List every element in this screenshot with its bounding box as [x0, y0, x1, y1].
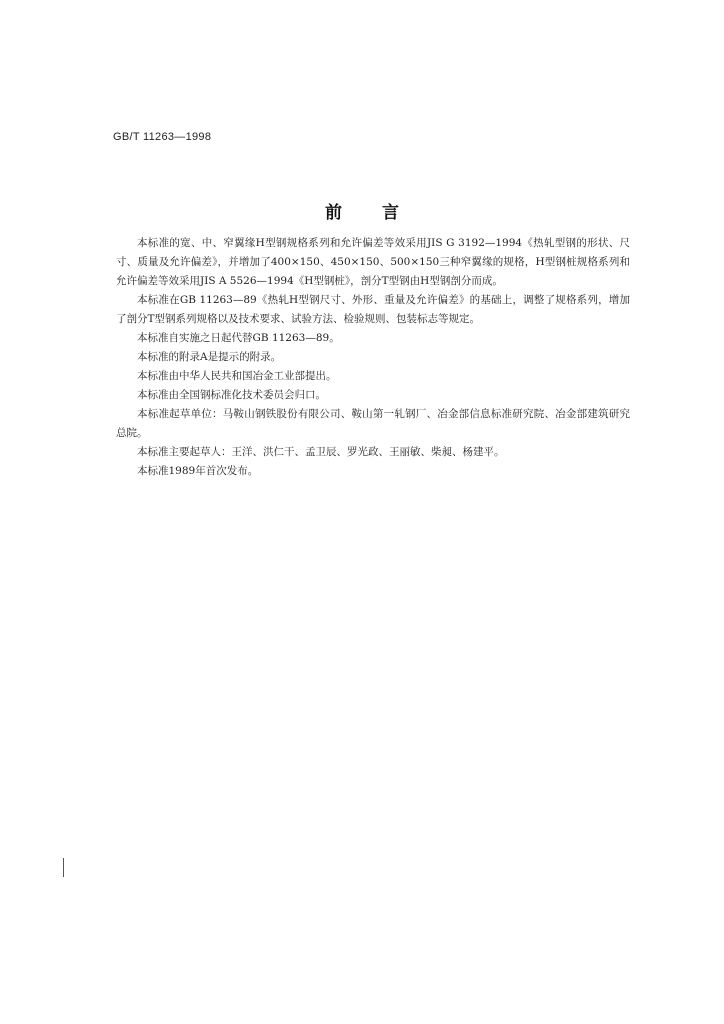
page-title: 前言	[325, 203, 439, 223]
paragraph-managed-by: 本标准由全国钢标准化技术委员会归口。	[137, 389, 326, 401]
foreword-body	[116, 234, 630, 481]
paragraph-appendix: 本标准的附录A是提示的附录。	[137, 351, 282, 363]
paragraph-proposed-by: 本标准由中华人民共和国冶金工业部提出。	[137, 370, 337, 382]
paragraph-equivalence: 本标准的宽、中、窄翼缘H型钢规格系列和允许偏差等效采用JIS G 3192—1994《热轧型钢的形状、尺寸、质量及允许偏差》，并增加了400×150、450×150、500×150三种窄翼缘的规格，H型钢桩规格系列和允许偏差等效采用JIS A 5526—1994《H型钢桩》，剖分T型钢由H型钢剖分而成。	[116, 237, 630, 287]
paragraph-supersedes: 本标准自实施之日起代替GB 11263—89。	[137, 332, 340, 344]
margin-mark	[63, 858, 64, 877]
paragraph-first-issued: 本标准1989年首次发布。	[137, 465, 259, 477]
paragraph-drafting-units: 本标准起草单位：马鞍山钢铁股份有限公司、鞍山第一轧钢厂、冶金部信息标准研究院、冶金部建筑研究总院。	[116, 408, 630, 439]
paragraph-drafters: 本标准主要起草人：王洋、洪仁干、孟卫辰、罗光政、王丽敏、柴昶、杨建平。	[137, 446, 505, 458]
standard-code: GB/T 11263—1998	[113, 131, 212, 143]
paragraph-revision: 本标准在GB 11263—89《热轧H型钢尺寸、外形、重量及允许偏差》的基础上，调整了规格系列，增加了剖分T型钢系列规格以及技术要求、试验方法、检验规则、包装标志等规定。	[116, 294, 630, 325]
